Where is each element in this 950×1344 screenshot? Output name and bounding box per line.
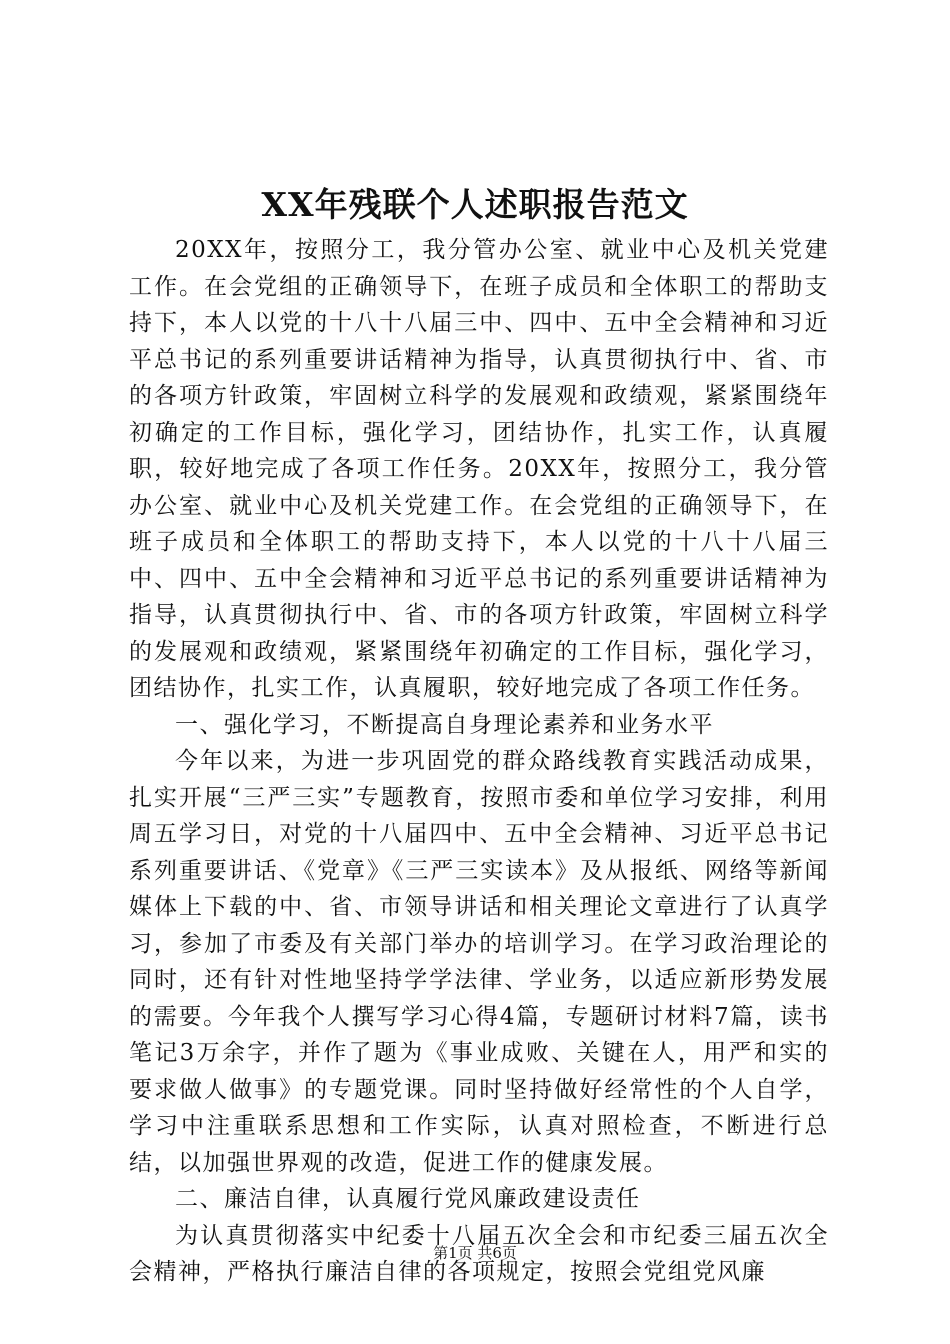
section-heading-1: 一、强化学习，不断提高自身理论素养和业务水平: [175, 711, 714, 738]
paragraph-integrity: 为认真贯彻落实中纪委十八届五次全会和市纪委三届五次全会精神，严格执行廉洁自律的各项规定，按照会党组党风廉: [129, 1222, 829, 1285]
page-number-footer: 第1页 共6页: [433, 1244, 517, 1262]
paragraph-study: 今年以来，为进一步巩固党的群众路线教育实践活动成果，扎实开展“三严三实”专题教育，按照市委和单位学习安排，利用周五学习日，对党的十八届四中、五中全会精神、习近平总书记系列重要讲话、《党章》《三严三实读本》及从报纸、网络等新闻媒体上下载的中、省、市领导讲话和相关理论文章进行了认真学习，参加了市委及有关部门举办的培训学习。在学习政治理论的同时，还有针对性地坚持学学法律、学业务，以适应新形势发展的需要。今年我个人撰写学习心得4篇，专题研讨材料7篇，读书笔记3万余字，并作了题为《事业成败、关键在人，用严和实的要求做人做事》的专题党课。同时坚持做好经常性的个人自学，学习中注重联系思想和工作实际，认真对照检查，不断进行总结，以加强世界观的改造，促进工作的健康发展。: [129, 748, 829, 1176]
paragraph-intro: 20XX年，按照分工，我分管办公室、就业中心及机关党建工作。在会党组的正确领导下，在班子成员和全体职工的帮助支持下，本人以党的十八十八届三中、四中、五中全会精神和习近平总书记的系列重要讲话精神为指导，认真贯彻执行中、省、市的各项方针政策，牢固树立科学的发展观和政绩观，紧紧围绕年初确定的工作目标，强化学习，团结协作，扎实工作，认真履职，较好地完成了各项工作任务。20XX年，按照分工，我分管办公室、就业中心及机关党建工作。在会党组的正确领导下，在班子成员和全体职工的帮助支持下，本人以党的十八十八届三中、四中、五中全会精神和习近平总书记的系列重要讲话精神为指导，认真贯彻执行中、省、市的各项方针政策，牢固树立科学的发展观和政绩观，紧紧围绕年初确定的工作目标，强化学习，团结协作，扎实工作，认真履职，较好地完成了各项工作任务。: [129, 237, 829, 701]
document-body: [129, 232, 829, 1291]
section-heading-2: 二、廉洁自律，认真履行党风廉政建设责任: [175, 1186, 641, 1212]
document-title: XX年残联个人述职报告范文: [261, 185, 689, 224]
